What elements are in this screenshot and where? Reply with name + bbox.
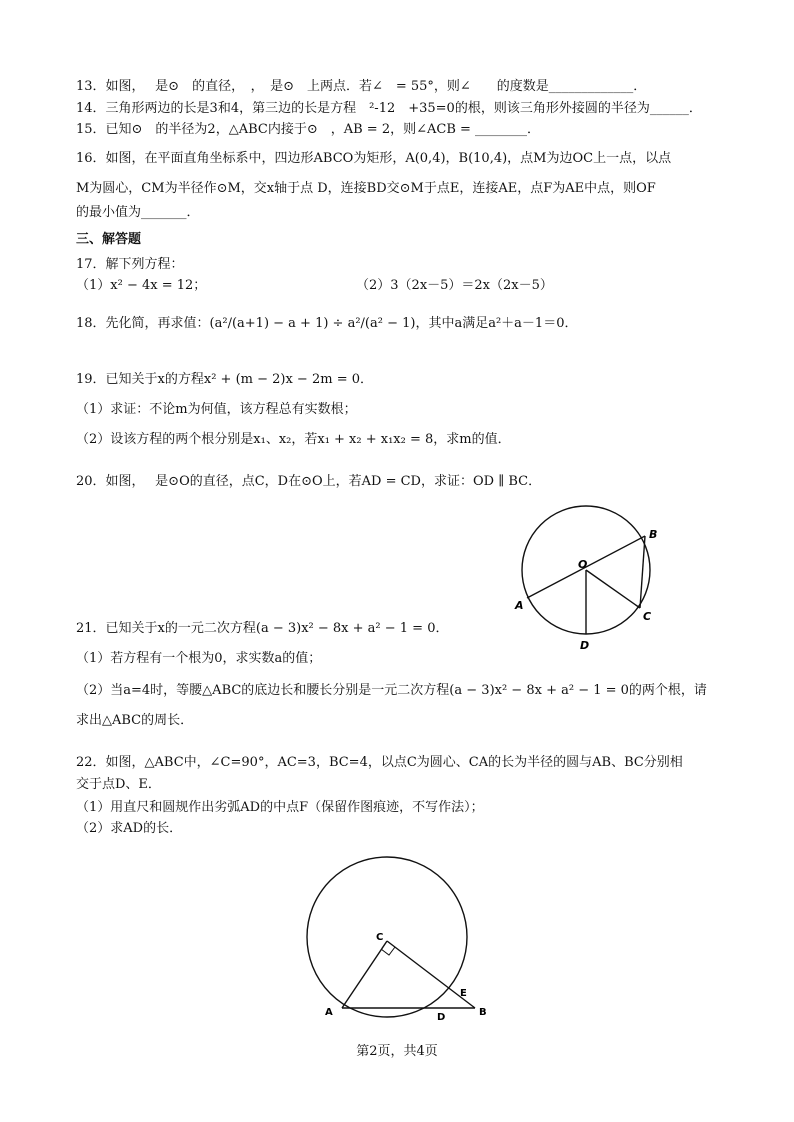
q21-line: 21．已知关于x的一元二次方程(a − 3)x² − 8x + a² − 1 = 0． [76, 621, 449, 636]
q21-part3: 求出△ABC的周长． [76, 713, 194, 728]
figure-circle-odbc [500, 500, 680, 660]
q21-part1: （1）若方程有一个根为0，求实数a的值； [76, 651, 322, 666]
fig2-label-E: E [460, 988, 467, 999]
fig2-label-C: C [376, 932, 384, 943]
q22-part1: （1）用直尺和圆规作出劣弧AD的中点F（保留作图痕迹，不写作法）； [76, 800, 484, 815]
section-heading: 三、解答题 [76, 232, 142, 247]
q22-line-2: 交于点D、E． [76, 777, 161, 792]
q14-line: 14．三角形两边的长是3和4，第三边的长是方程 ²-12 +35=0的根，则该三角形外接圆的半径为______． [76, 101, 702, 116]
fig1-label-B: B [649, 528, 658, 541]
q21-part2: （2）当a=4时，等腰△ABC的底边长和腰长分别是一元二次方程(a − 3)x² − 8x + a² − 1 = 0的两个根，请 [76, 683, 707, 698]
fig1-label-O: O [578, 558, 588, 571]
q16-line-2: M为圆心，CM为半径作⊙M，交x轴于点 D，连接BD交⊙M于点E，连接AE，点F为AE中点，则OF [76, 181, 656, 196]
q22-part2: （2）求AD的长． [76, 821, 183, 836]
fig1-label-D: D [580, 639, 590, 652]
q17-part2: （2）3（2x－5）＝2x（2x－5） [356, 278, 553, 293]
fig2-label-A: A [325, 1007, 333, 1018]
fig1-label-A: A [515, 599, 524, 612]
q17-line: 17．解下列方程： [76, 257, 184, 272]
q18-line: 18．先化简，再求值：(a²/(a+1) − a + 1) ÷ a²/(a² − 1)，其中a满足a²＋a－1＝0． [76, 316, 578, 331]
q17-part1: （1）x² − 4x = 12； [76, 278, 207, 293]
q16-line-3: 的最小值为_______． [76, 205, 200, 220]
q19-part1: （1）求证：不论m为何值，该方程总有实数根； [76, 402, 357, 417]
figure-circle-abc [300, 850, 500, 1030]
q20-line: 20．如图， 是⊙O的直径，点C，D在⊙O上，若AD = CD，求证：OD ∥ BC． [76, 474, 542, 489]
q19-line: 19．已知关于x的方程x² + (m − 2)x − 2m = 0． [76, 372, 373, 387]
q13-line: 13．如图， 是⊙ 的直径， ， 是⊙ 上两点．若∠ = 55°，则∠ 的度数是_____________． [76, 79, 647, 94]
q15-line: 15．已知⊙ 的半径为2，△ABC内接于⊙ ，AB = 2，则∠ACB = ________． [76, 122, 541, 137]
fig1-label-C: C [643, 610, 652, 623]
q19-part2: （2）设该方程的两个根分别是x₁、x₂，若x₁ + x₂ + x₁x₂ = 8，求m的值． [76, 432, 511, 447]
fig2-label-D: D [437, 1012, 446, 1023]
fig2-label-B: B [479, 1007, 487, 1018]
page-footer: 第2页，共4页 [356, 1044, 438, 1059]
q16-line-1: 16．如图，在平面直角坐标系中，四边形ABCO为矩形，A(0,4)，B(10,4)，点M为边OC上一点，以点 [76, 151, 672, 166]
q22-line-1: 22．如图，△ABC中，∠C=90°，AC=3，BC=4，以点C为圆心、CA的长为半径的圆与AB、BC分别相 [76, 755, 683, 770]
